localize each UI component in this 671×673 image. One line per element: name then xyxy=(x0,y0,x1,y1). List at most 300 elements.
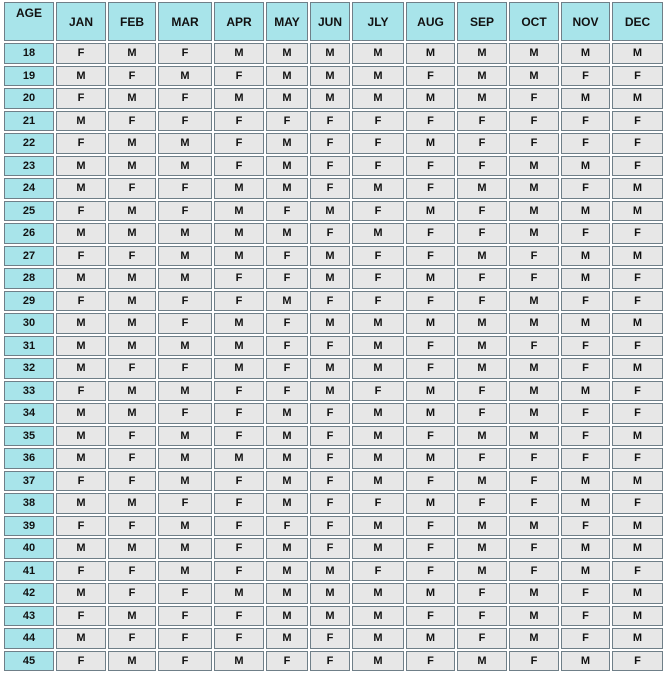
gender-cell: M xyxy=(406,583,455,604)
gender-cell: M xyxy=(352,313,404,334)
gender-cell: F xyxy=(158,88,212,109)
gender-cell: F xyxy=(310,156,350,177)
gender-cell: F xyxy=(457,606,507,627)
gender-cell: F xyxy=(310,403,350,424)
gender-cell: M xyxy=(266,426,308,447)
gender-cell: F xyxy=(406,111,455,132)
gender-cell: F xyxy=(214,606,264,627)
gender-cell: F xyxy=(561,178,610,199)
gender-cell: F xyxy=(158,178,212,199)
header-jly: JLY xyxy=(352,2,404,41)
gender-cell: M xyxy=(406,88,455,109)
table-row xyxy=(4,471,663,492)
gender-cell: F xyxy=(612,133,663,154)
age-cell: 45 xyxy=(4,651,54,672)
gender-cell: M xyxy=(406,381,455,402)
gender-cell: M xyxy=(108,313,156,334)
gender-cell: F xyxy=(214,426,264,447)
gender-cell: M xyxy=(457,561,507,582)
gender-cell: F xyxy=(457,268,507,289)
gender-cell: M xyxy=(509,381,559,402)
age-cell: 43 xyxy=(4,606,54,627)
table-row xyxy=(4,156,663,177)
gender-cell: F xyxy=(266,336,308,357)
table-row xyxy=(4,628,663,649)
gender-cell: M xyxy=(561,313,610,334)
gender-cell: F xyxy=(56,561,106,582)
gender-cell: F xyxy=(406,426,455,447)
gender-cell: F xyxy=(214,133,264,154)
age-cell: 25 xyxy=(4,201,54,222)
gender-cell: M xyxy=(457,336,507,357)
gender-cell: F xyxy=(612,403,663,424)
gender-cell: F xyxy=(266,111,308,132)
gender-cell: F xyxy=(509,493,559,514)
gender-cell: F xyxy=(352,246,404,267)
gender-cell: M xyxy=(509,403,559,424)
gender-cell: M xyxy=(509,583,559,604)
gender-cell: M xyxy=(457,66,507,87)
gender-cell: F xyxy=(108,561,156,582)
gender-cell: F xyxy=(158,403,212,424)
gender-cell: F xyxy=(457,291,507,312)
gender-cell: F xyxy=(352,133,404,154)
age-cell: 41 xyxy=(4,561,54,582)
gender-cell: M xyxy=(612,178,663,199)
gender-cell: M xyxy=(214,313,264,334)
gender-cell: F xyxy=(310,291,350,312)
gender-cell: F xyxy=(561,583,610,604)
gender-cell: M xyxy=(509,313,559,334)
age-cell: 30 xyxy=(4,313,54,334)
gender-cell: M xyxy=(158,268,212,289)
gender-cell: F xyxy=(457,111,507,132)
header-nov: NOV xyxy=(561,2,610,41)
gender-cell: F xyxy=(56,88,106,109)
gender-cell: M xyxy=(352,358,404,379)
age-cell: 31 xyxy=(4,336,54,357)
age-cell: 40 xyxy=(4,538,54,559)
gender-cell: F xyxy=(406,651,455,672)
header-apr: APR xyxy=(214,2,264,41)
gender-chart-table xyxy=(2,0,665,673)
table-row xyxy=(4,178,663,199)
gender-cell: F xyxy=(352,111,404,132)
gender-cell: F xyxy=(561,358,610,379)
gender-cell: M xyxy=(457,43,507,64)
age-cell: 22 xyxy=(4,133,54,154)
gender-cell: M xyxy=(310,358,350,379)
gender-cell: M xyxy=(266,66,308,87)
gender-cell: F xyxy=(612,111,663,132)
gender-cell: M xyxy=(612,426,663,447)
table-row xyxy=(4,561,663,582)
gender-cell: M xyxy=(214,583,264,604)
gender-cell: F xyxy=(509,651,559,672)
age-cell: 44 xyxy=(4,628,54,649)
gender-cell: F xyxy=(214,66,264,87)
gender-cell: M xyxy=(108,291,156,312)
gender-cell: F xyxy=(56,516,106,537)
header-sep: SEP xyxy=(457,2,507,41)
gender-cell: M xyxy=(266,88,308,109)
gender-cell: F xyxy=(352,381,404,402)
table-row xyxy=(4,111,663,132)
gender-cell: F xyxy=(612,66,663,87)
gender-cell: M xyxy=(266,538,308,559)
gender-cell: F xyxy=(352,291,404,312)
table-row xyxy=(4,336,663,357)
gender-cell: F xyxy=(310,336,350,357)
age-cell: 38 xyxy=(4,493,54,514)
gender-cell: M xyxy=(266,156,308,177)
gender-cell: M xyxy=(56,403,106,424)
gender-cell: M xyxy=(266,583,308,604)
gender-cell: F xyxy=(457,156,507,177)
table-row xyxy=(4,201,663,222)
gender-cell: M xyxy=(352,66,404,87)
gender-cell: F xyxy=(561,66,610,87)
gender-cell: M xyxy=(310,606,350,627)
gender-cell: M xyxy=(457,358,507,379)
gender-cell: F xyxy=(612,493,663,514)
gender-cell: F xyxy=(406,561,455,582)
gender-cell: M xyxy=(158,223,212,244)
gender-cell: M xyxy=(108,538,156,559)
gender-cell: F xyxy=(158,43,212,64)
gender-cell: M xyxy=(612,313,663,334)
table-wrapper xyxy=(2,0,665,673)
gender-cell: M xyxy=(158,133,212,154)
gender-cell: F xyxy=(266,381,308,402)
gender-cell: F xyxy=(158,583,212,604)
gender-cell: F xyxy=(108,246,156,267)
table-row xyxy=(4,448,663,469)
gender-cell: F xyxy=(612,448,663,469)
gender-cell: M xyxy=(108,381,156,402)
gender-cell: F xyxy=(214,516,264,537)
gender-cell: M xyxy=(352,538,404,559)
gender-cell: F xyxy=(612,381,663,402)
gender-cell: M xyxy=(266,471,308,492)
gender-cell: F xyxy=(561,111,610,132)
age-cell: 33 xyxy=(4,381,54,402)
table-row xyxy=(4,651,663,672)
gender-cell: M xyxy=(266,403,308,424)
gender-cell: M xyxy=(561,381,610,402)
gender-cell: M xyxy=(214,223,264,244)
header-jun: JUN xyxy=(310,2,350,41)
gender-cell: F xyxy=(214,268,264,289)
gender-cell: F xyxy=(158,201,212,222)
gender-cell: F xyxy=(457,448,507,469)
gender-cell: F xyxy=(457,133,507,154)
gender-cell: M xyxy=(406,403,455,424)
table-row xyxy=(4,66,663,87)
gender-cell: M xyxy=(266,43,308,64)
gender-cell: F xyxy=(108,111,156,132)
gender-cell: F xyxy=(56,201,106,222)
gender-cell: M xyxy=(266,606,308,627)
gender-cell: M xyxy=(108,268,156,289)
gender-cell: F xyxy=(561,426,610,447)
gender-cell: F xyxy=(108,583,156,604)
gender-cell: F xyxy=(310,628,350,649)
gender-cell: M xyxy=(108,223,156,244)
gender-cell: M xyxy=(56,66,106,87)
gender-cell: M xyxy=(310,43,350,64)
gender-cell: F xyxy=(561,516,610,537)
gender-cell: M xyxy=(56,223,106,244)
gender-cell: M xyxy=(108,201,156,222)
gender-cell: M xyxy=(108,336,156,357)
gender-cell: F xyxy=(158,358,212,379)
gender-cell: F xyxy=(310,223,350,244)
gender-cell: F xyxy=(266,246,308,267)
gender-cell: M xyxy=(561,268,610,289)
gender-cell: M xyxy=(214,43,264,64)
gender-cell: M xyxy=(457,246,507,267)
gender-cell: F xyxy=(406,336,455,357)
gender-cell: M xyxy=(310,583,350,604)
gender-cell: F xyxy=(56,471,106,492)
gender-cell: M xyxy=(457,426,507,447)
gender-cell: F xyxy=(561,403,610,424)
gender-cell: F xyxy=(56,651,106,672)
gender-cell: M xyxy=(214,448,264,469)
gender-cell: F xyxy=(158,291,212,312)
table-row xyxy=(4,426,663,447)
gender-cell: F xyxy=(108,66,156,87)
gender-cell: F xyxy=(108,516,156,537)
age-cell: 32 xyxy=(4,358,54,379)
gender-cell: M xyxy=(56,178,106,199)
gender-cell: F xyxy=(457,403,507,424)
gender-cell: F xyxy=(266,651,308,672)
gender-cell: M xyxy=(266,223,308,244)
gender-cell: M xyxy=(310,268,350,289)
age-cell: 23 xyxy=(4,156,54,177)
table-row xyxy=(4,493,663,514)
gender-cell: F xyxy=(158,313,212,334)
gender-cell: M xyxy=(612,583,663,604)
gender-cell: M xyxy=(158,448,212,469)
gender-cell: M xyxy=(509,156,559,177)
gender-cell: F xyxy=(509,561,559,582)
gender-cell: M xyxy=(406,43,455,64)
gender-cell: F xyxy=(612,223,663,244)
gender-cell: F xyxy=(108,471,156,492)
table-row xyxy=(4,246,663,267)
gender-cell: F xyxy=(406,156,455,177)
gender-cell: M xyxy=(509,358,559,379)
gender-cell: F xyxy=(158,111,212,132)
gender-cell: M xyxy=(214,178,264,199)
gender-cell: M xyxy=(561,201,610,222)
gender-cell: F xyxy=(612,561,663,582)
gender-cell: M xyxy=(56,336,106,357)
gender-cell: M xyxy=(266,493,308,514)
gender-cell: F xyxy=(509,111,559,132)
gender-cell: F xyxy=(561,448,610,469)
gender-cell: M xyxy=(56,358,106,379)
gender-cell: M xyxy=(509,628,559,649)
gender-cell: F xyxy=(214,628,264,649)
gender-cell: M xyxy=(352,403,404,424)
gender-cell: F xyxy=(214,561,264,582)
gender-cell: F xyxy=(108,358,156,379)
age-cell: 37 xyxy=(4,471,54,492)
gender-cell: F xyxy=(352,201,404,222)
gender-cell: M xyxy=(612,246,663,267)
age-cell: 24 xyxy=(4,178,54,199)
gender-cell: M xyxy=(266,628,308,649)
gender-cell: M xyxy=(457,538,507,559)
gender-cell: M xyxy=(509,201,559,222)
header-jan: JAN xyxy=(56,2,106,41)
gender-cell: F xyxy=(457,493,507,514)
gender-cell: F xyxy=(158,651,212,672)
gender-cell: M xyxy=(612,628,663,649)
gender-cell: M xyxy=(310,201,350,222)
gender-cell: M xyxy=(352,426,404,447)
gender-cell: F xyxy=(266,201,308,222)
gender-cell: M xyxy=(56,538,106,559)
gender-cell: M xyxy=(310,561,350,582)
gender-cell: F xyxy=(561,291,610,312)
gender-cell: M xyxy=(457,471,507,492)
gender-cell: F xyxy=(56,381,106,402)
gender-cell: F xyxy=(108,426,156,447)
table-row xyxy=(4,291,663,312)
gender-cell: M xyxy=(310,66,350,87)
gender-cell: F xyxy=(561,606,610,627)
age-cell: 36 xyxy=(4,448,54,469)
gender-cell: F xyxy=(457,628,507,649)
gender-cell: M xyxy=(56,313,106,334)
gender-cell: F xyxy=(310,538,350,559)
gender-cell: F xyxy=(310,111,350,132)
gender-cell: M xyxy=(561,538,610,559)
gender-cell: M xyxy=(509,43,559,64)
gender-cell: M xyxy=(352,336,404,357)
gender-cell: M xyxy=(457,651,507,672)
header-mar: MAR xyxy=(158,2,212,41)
gender-cell: M xyxy=(509,426,559,447)
gender-cell: M xyxy=(406,493,455,514)
age-cell: 19 xyxy=(4,66,54,87)
gender-cell: F xyxy=(509,88,559,109)
gender-cell: F xyxy=(561,223,610,244)
gender-cell: M xyxy=(108,493,156,514)
gender-cell: M xyxy=(561,88,610,109)
gender-cell: M xyxy=(561,493,610,514)
age-cell: 21 xyxy=(4,111,54,132)
gender-cell: M xyxy=(406,628,455,649)
table-row xyxy=(4,516,663,537)
gender-cell: M xyxy=(406,268,455,289)
gender-cell: M xyxy=(158,156,212,177)
gender-cell: F xyxy=(310,178,350,199)
gender-cell: F xyxy=(158,628,212,649)
gender-cell: M xyxy=(214,336,264,357)
gender-cell: M xyxy=(612,538,663,559)
gender-cell: M xyxy=(310,381,350,402)
gender-cell: F xyxy=(108,178,156,199)
gender-cell: M xyxy=(158,516,212,537)
gender-cell: M xyxy=(56,426,106,447)
gender-cell: F xyxy=(561,336,610,357)
gender-cell: F xyxy=(214,403,264,424)
gender-cell: M xyxy=(509,516,559,537)
gender-cell: M xyxy=(56,493,106,514)
table-row xyxy=(4,583,663,604)
gender-cell: F xyxy=(612,291,663,312)
age-cell: 26 xyxy=(4,223,54,244)
gender-cell: M xyxy=(214,358,264,379)
table-row xyxy=(4,538,663,559)
gender-cell: F xyxy=(214,291,264,312)
gender-cell: M xyxy=(457,516,507,537)
gender-cell: M xyxy=(561,651,610,672)
gender-cell: M xyxy=(108,403,156,424)
gender-cell: M xyxy=(266,178,308,199)
gender-cell: M xyxy=(352,448,404,469)
gender-cell: M xyxy=(457,313,507,334)
table-row xyxy=(4,43,663,64)
gender-cell: F xyxy=(352,268,404,289)
gender-cell: M xyxy=(509,178,559,199)
header-feb: FEB xyxy=(108,2,156,41)
gender-cell: F xyxy=(266,358,308,379)
gender-cell: M xyxy=(158,336,212,357)
gender-cell: F xyxy=(406,66,455,87)
gender-cell: M xyxy=(214,651,264,672)
gender-cell: M xyxy=(509,223,559,244)
gender-cell: M xyxy=(509,291,559,312)
age-cell: 34 xyxy=(4,403,54,424)
gender-cell: F xyxy=(214,493,264,514)
gender-cell: M xyxy=(352,628,404,649)
header-aug: AUG xyxy=(406,2,455,41)
gender-cell: M xyxy=(612,88,663,109)
gender-cell: M xyxy=(352,88,404,109)
table-row xyxy=(4,223,663,244)
gender-cell: F xyxy=(310,448,350,469)
gender-cell: M xyxy=(214,201,264,222)
gender-cell: M xyxy=(406,133,455,154)
gender-cell: F xyxy=(352,561,404,582)
table-row xyxy=(4,358,663,379)
gender-cell: F xyxy=(214,538,264,559)
gender-cell: M xyxy=(108,43,156,64)
gender-cell: F xyxy=(310,516,350,537)
gender-cell: F xyxy=(406,471,455,492)
gender-cell: M xyxy=(310,313,350,334)
gender-cell: M xyxy=(352,223,404,244)
age-cell: 20 xyxy=(4,88,54,109)
gender-cell: M xyxy=(352,651,404,672)
gender-cell: F xyxy=(509,448,559,469)
gender-cell: F xyxy=(509,336,559,357)
gender-cell: M xyxy=(214,246,264,267)
header-age: AGE xyxy=(4,2,54,41)
gender-cell: F xyxy=(310,651,350,672)
gender-cell: M xyxy=(158,246,212,267)
age-cell: 27 xyxy=(4,246,54,267)
header-row xyxy=(4,2,663,41)
gender-cell: M xyxy=(612,606,663,627)
